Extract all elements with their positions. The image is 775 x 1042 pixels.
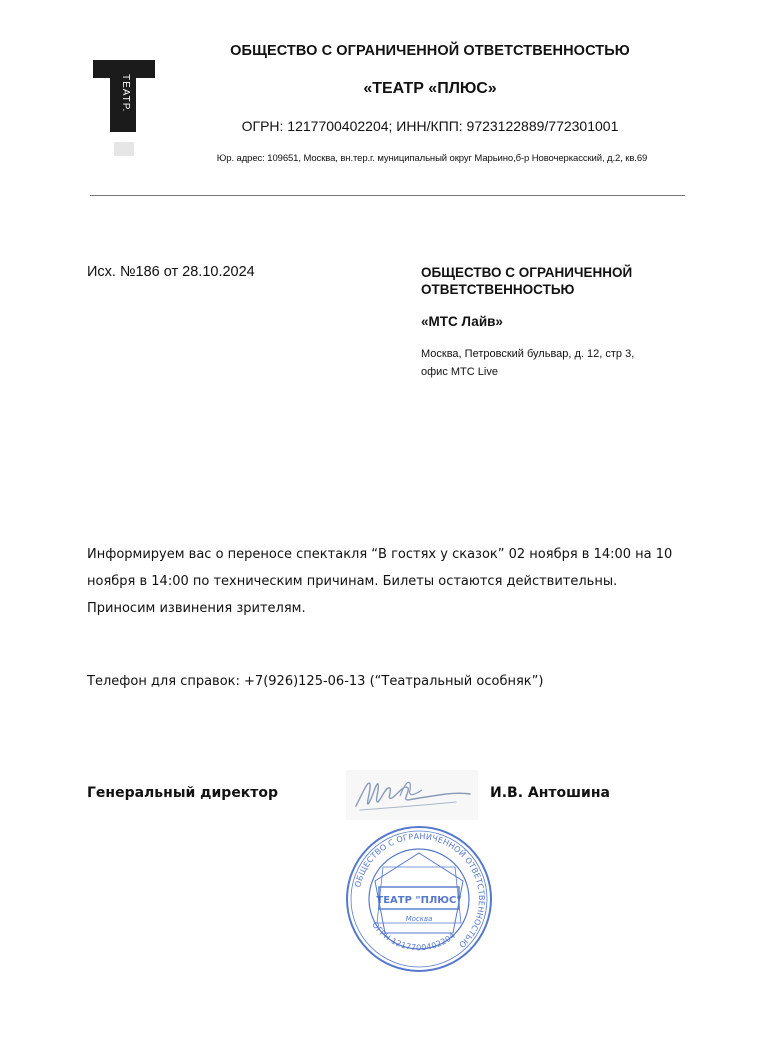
- recipient-org-line-2: ОТВЕТСТВЕННОСТЬЮ: [421, 282, 575, 297]
- body-line-3: Приносим извинения зрителям.: [87, 601, 306, 616]
- outgoing-reference: Исх. №186 от 28.10.2024: [87, 264, 255, 280]
- letter-body: [87, 541, 707, 622]
- company-legal-form: ОБЩЕСТВО С ОГРАНИЧЕННОЙ ОТВЕТСТВЕННОСТЬЮ: [230, 43, 630, 59]
- seal-city: Москва: [405, 915, 433, 923]
- seal-ring-text: ОБЩЕСТВО С ОГРАНИЧЕННОЙ ОТВЕТСТВЕННОСТЬЮ: [353, 831, 487, 950]
- legal-address: Юр. адрес: 109651, Москва, вн.тер.г. муниципальный округ Марьино,б-р Новочеркасский, д.2, кв.69: [216, 153, 648, 164]
- company-name: «ТЕАТР «ПЛЮС»: [363, 80, 497, 97]
- contact-phone: Телефон для справок: +7(926)125-06-13 (“Театральный особняк”): [87, 674, 544, 689]
- recipient-org-line-1: ОБЩЕСТВО С ОГРАНИЧЕННОЙ: [421, 265, 633, 280]
- company-seal: [343, 823, 495, 975]
- body-line-2: ноября в 14:00 по техническим причинам. Билеты остаются действительны.: [87, 574, 618, 589]
- registration-numbers: ОГРН: 1217700402204; ИНН/КПП: 9723122889/772301001: [241, 118, 619, 134]
- recipient-address-line-2: офис МТС Live: [421, 366, 498, 378]
- signatory-name: И.В. Антошина: [490, 785, 610, 801]
- recipient-legal-form: [421, 264, 701, 298]
- signatory-title: Генеральный директор: [87, 785, 279, 801]
- handwritten-signature: [346, 770, 478, 820]
- recipient-address-line-1: Москва, Петровский бульвар, д. 12, стр 3,: [421, 348, 635, 360]
- logo-text: ТЕАТР.: [120, 74, 131, 113]
- seal-center-text: ТЕАТР "ПЛЮС": [376, 895, 462, 906]
- theatre-logo: [90, 56, 158, 160]
- header-divider: [90, 195, 685, 196]
- seal-bottom-text: ОГРН 1217700402204: [370, 920, 458, 953]
- recipient-name: «МТС Лайв»: [421, 314, 503, 329]
- body-line-1: Информируем вас о переносе спектакля “В гостях у сказок” 02 ноября в 14:00 на 10: [87, 547, 673, 562]
- recipient-address: [421, 345, 671, 381]
- recipient-block: [421, 264, 701, 381]
